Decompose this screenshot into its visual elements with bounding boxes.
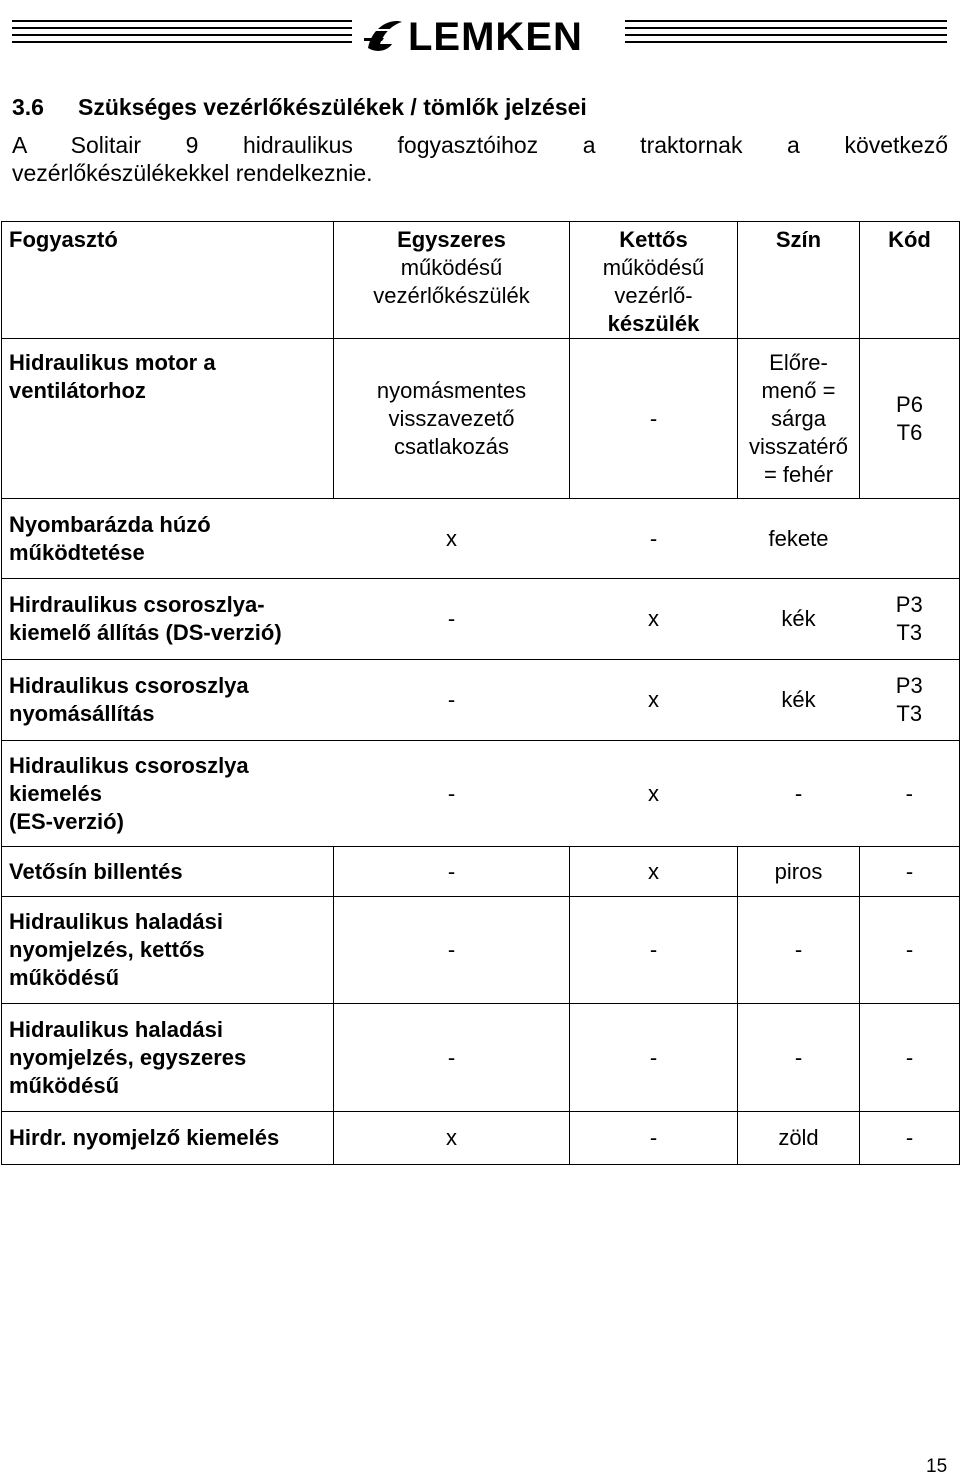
section-title: Szükséges vezérlőkészülékek / tömlők jelzései	[78, 94, 587, 120]
row-single-acting: x	[334, 499, 570, 579]
table-row	[2, 499, 960, 579]
row-single-acting: -	[334, 897, 570, 1004]
header-single-acting: Egyszeres működésű vezérlőkészülék	[334, 222, 570, 339]
row-consumer-name: Hirdraulikus csoroszlya- kiemelő állítás (DS-verzió)	[2, 579, 334, 660]
page-header	[0, 0, 960, 70]
row-color: fekete	[738, 499, 860, 579]
row-code: -	[860, 847, 960, 897]
section-heading	[12, 94, 587, 121]
intro-line-2: vezérlőkészülékekkel rendelkeznie.	[12, 160, 373, 186]
row-color: Előre- menő = sárga visszatérő = fehér	[738, 339, 860, 499]
row-code: -	[860, 1112, 960, 1165]
header-rule-right	[625, 20, 947, 42]
table-row	[2, 847, 960, 897]
row-code: P6 T6	[860, 339, 960, 499]
intro-line-1: A Solitair 9 hidraulikus fogyasztóihoz a traktornak a következő	[12, 132, 948, 158]
row-consumer-name: Hidraulikus motor a ventilátorhoz	[2, 339, 334, 499]
row-consumer-name: Hidraulikus haladási nyomjelzés, kettős működésű	[2, 897, 334, 1004]
row-color: -	[738, 897, 860, 1004]
row-double-acting: -	[570, 1112, 738, 1165]
row-color: piros	[738, 847, 860, 897]
row-double-acting: x	[570, 660, 738, 741]
page-number: 15	[926, 1456, 948, 1477]
row-double-acting: -	[570, 499, 738, 579]
header-rule-left	[12, 20, 352, 42]
row-color: kék	[738, 660, 860, 741]
row-color: -	[738, 741, 860, 847]
header-code: Kód	[860, 222, 960, 339]
table-row	[2, 339, 960, 499]
section-number: 3.6	[12, 94, 44, 120]
header-consumer: Fogyasztó	[2, 222, 334, 339]
row-code: -	[860, 897, 960, 1004]
row-double-acting: x	[570, 847, 738, 897]
row-color: -	[738, 1004, 860, 1112]
row-double-acting: x	[570, 579, 738, 660]
row-code: -	[860, 741, 960, 847]
row-single-acting: nyomásmentes visszavezető csatlakozás	[334, 339, 570, 499]
row-consumer-name: Hidraulikus csoroszlya nyomásállítás	[2, 660, 334, 741]
brand-name: LEMKEN	[408, 15, 583, 59]
row-color: zöld	[738, 1112, 860, 1165]
header-double-acting: Kettős működésű vezérlő- készülék	[570, 222, 738, 339]
row-single-acting: x	[334, 1112, 570, 1165]
row-code: P3 T3	[860, 579, 960, 660]
row-consumer-name: Hidraulikus csoroszlya kiemelés (ES-verzió)	[2, 741, 334, 847]
row-double-acting: -	[570, 1004, 738, 1112]
lemken-logo	[362, 14, 624, 60]
row-single-acting: -	[334, 660, 570, 741]
table-row	[2, 741, 960, 847]
row-code	[860, 499, 960, 579]
intro-paragraph	[12, 131, 948, 187]
row-consumer-name: Nyombarázda húzó működtetése	[2, 499, 334, 579]
row-single-acting: -	[334, 847, 570, 897]
table-row	[2, 1004, 960, 1112]
lemken-emblem-icon	[362, 14, 406, 60]
header-color: Szín	[738, 222, 860, 339]
row-consumer-name: Hirdr. nyomjelző kiemelés	[2, 1112, 334, 1165]
row-code: P3 T3	[860, 660, 960, 741]
row-single-acting: -	[334, 1004, 570, 1112]
table-row	[2, 1112, 960, 1165]
row-double-acting: x	[570, 741, 738, 847]
table-header-row	[2, 222, 960, 339]
row-single-acting: -	[334, 741, 570, 847]
row-double-acting: -	[570, 897, 738, 1004]
table-row	[2, 579, 960, 660]
row-single-acting: -	[334, 579, 570, 660]
table-row	[2, 660, 960, 741]
row-consumer-name: Hidraulikus haladási nyomjelzés, egyszeres működésű	[2, 1004, 334, 1112]
hydraulic-consumers-table	[1, 221, 960, 1165]
row-consumer-name: Vetősín billentés	[2, 847, 334, 897]
row-double-acting: -	[570, 339, 738, 499]
row-color: kék	[738, 579, 860, 660]
row-code: -	[860, 1004, 960, 1112]
table-row	[2, 897, 960, 1004]
